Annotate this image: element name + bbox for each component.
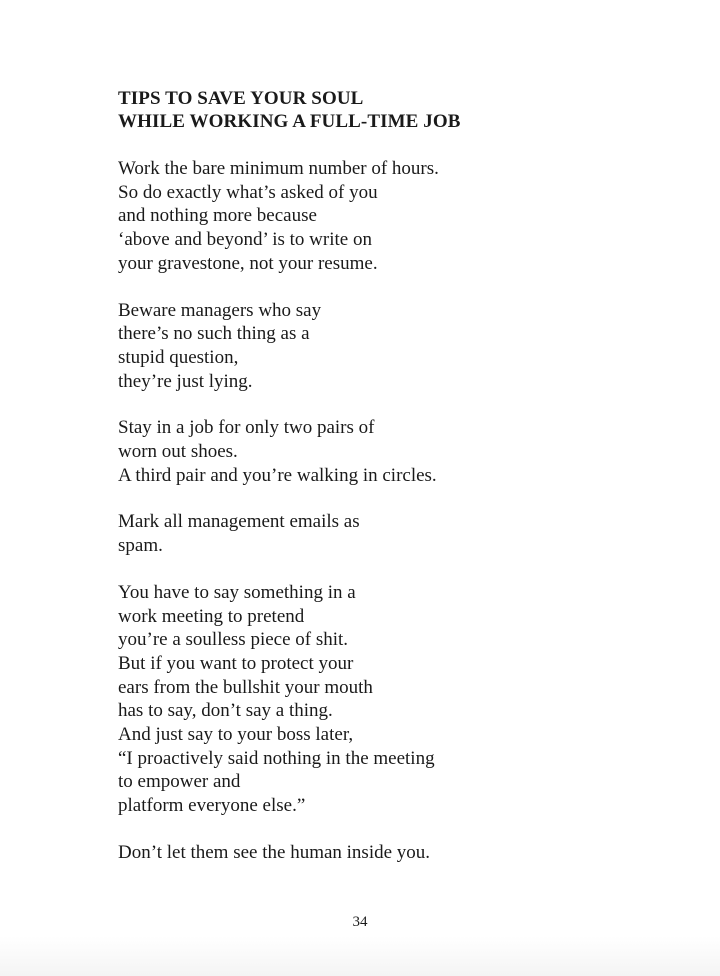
stanza-2 — [118, 299, 678, 394]
stanza-6 — [118, 841, 678, 865]
stanza-5 — [118, 581, 678, 818]
page-number: 34 — [352, 914, 368, 930]
poem-line: Work the bare minimum number of hours. — [118, 158, 439, 179]
poem-line: Beware managers who say — [118, 299, 322, 321]
poem-line: platform everyone else.” — [118, 795, 306, 817]
poem-line: So do exactly what’s asked of you — [118, 181, 378, 203]
poem-line: Stay in a job for only two pairs of — [118, 417, 375, 439]
poem-line: spam. — [118, 535, 163, 557]
poem-line: Don’t let them see the human inside you. — [118, 841, 431, 863]
poem-line: But if you want to protect your — [118, 652, 354, 674]
poem-line: ‘above and beyond’ is to write on — [118, 229, 372, 251]
poem-line: work meeting to pretend — [118, 605, 305, 627]
poem-line: “I proactively said nothing in the meeting — [118, 747, 435, 769]
poem-line: your gravestone, not your resume. — [118, 252, 378, 274]
poem-line: stupid question, — [118, 346, 239, 368]
poem-line: Mark all management emails as — [118, 511, 360, 533]
poem-line: and nothing more because — [118, 205, 317, 227]
stanza-4 — [118, 510, 678, 557]
poem-title — [118, 87, 678, 133]
stanza-1 — [118, 157, 678, 276]
poem-line: there’s no such thing as a — [118, 323, 310, 345]
title-line: TIPS TO SAVE YOUR SOUL — [118, 88, 364, 109]
poem-line: You have to say something in a — [118, 581, 356, 603]
title-line: WHILE WORKING A FULL-TIME JOB — [118, 111, 461, 132]
poem-line: ears from the bullshit your mouth — [118, 676, 373, 698]
poem-line: And just say to your boss later, — [118, 724, 354, 746]
poem-line: has to say, don’t say a thing. — [118, 700, 333, 722]
page-bottom-shadow — [0, 936, 720, 976]
poem-line: A third pair and you’re walking in circles. — [118, 464, 437, 486]
poem-line: worn out shoes. — [118, 441, 238, 463]
poem — [118, 87, 678, 888]
poem-line: you’re a soulless piece of shit. — [118, 629, 349, 651]
stanza-3 — [118, 416, 678, 487]
poem-line: they’re just lying. — [118, 370, 253, 392]
poem-line: to empower and — [118, 771, 241, 793]
